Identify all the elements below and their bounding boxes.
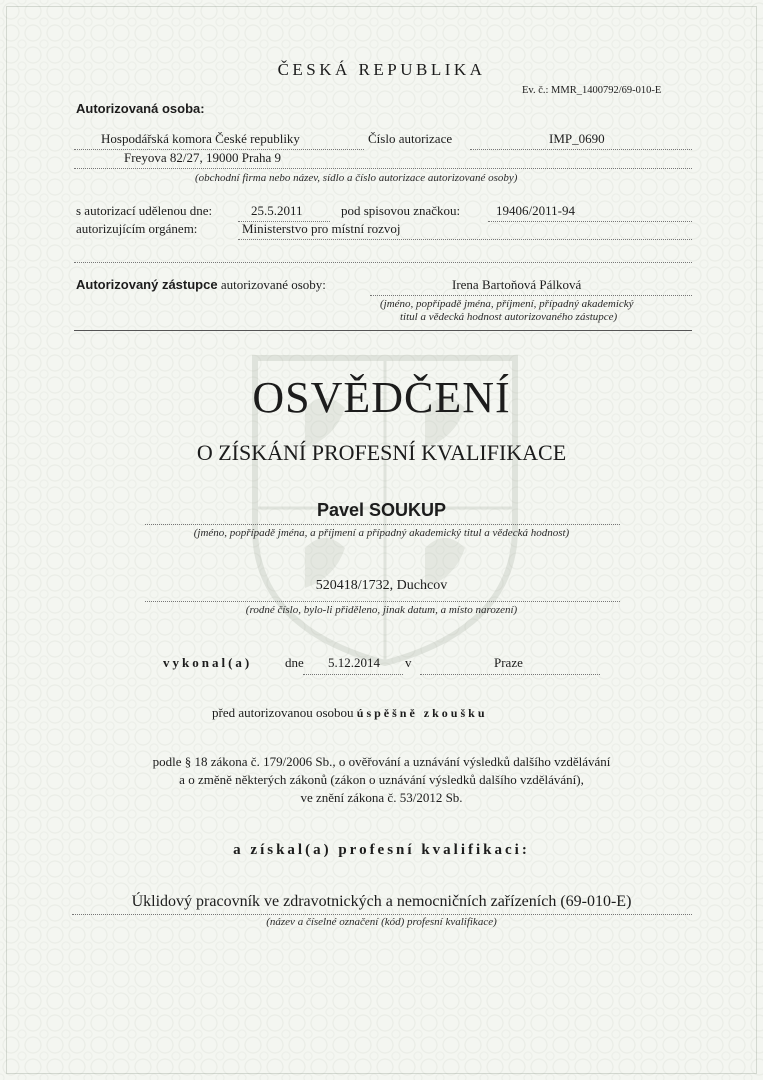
exam-success-text: úspěšně zkoušku: [356, 706, 488, 720]
holder-name-caption: (jméno, popřípadě jména, a příjmení a případný akademický titul a vědecká hodnost): [193, 527, 570, 539]
section-divider: [74, 330, 692, 331]
exam-performed-label: vykonal(a): [163, 655, 253, 670]
authorizing-body-name: Ministerstvo pro místní rozvoj: [242, 221, 401, 236]
authorization-number: IMP_0690: [549, 131, 605, 146]
law-line-2: a o změně některých zákonů (zákon o uznávání výsledků dalšího vzdělávání),: [179, 772, 584, 787]
evidence-number: Ev. č.: MMR_1400792/69-010-E: [522, 85, 662, 96]
dotted-line: [470, 149, 692, 150]
holder-name: Pavel SOUKUP: [316, 500, 447, 520]
authorization-granted-date: 25.5.2011: [251, 203, 303, 218]
exam-place: Praze: [494, 655, 523, 670]
dotted-line: [74, 168, 692, 169]
dotted-line: [238, 239, 692, 240]
file-number: 19406/2011-94: [496, 203, 575, 218]
representative-label: [76, 277, 326, 293]
representative-name: Irena Bartoňová Pálková: [452, 277, 582, 292]
dotted-line: [303, 674, 403, 675]
qualification-caption: (název a číselné označení (kód) profesní kvalifikace): [266, 916, 497, 928]
authorizing-body-label: autorizujícím orgánem:: [76, 221, 198, 236]
authorization-granted-label: s autorizací udělenou dne:: [76, 203, 213, 218]
dotted-line: [370, 295, 692, 296]
exam-date: 5.12.2014: [328, 655, 380, 670]
holder-birth: 520418/1732, Duchcov: [315, 578, 448, 593]
qualification-name: Úklidový pracovník ve zdravotnických a nemocničních zařízeních (69-010-E): [131, 893, 632, 910]
dotted-line: [72, 914, 692, 915]
representative-label-rest: autorizované osoby:: [220, 277, 326, 292]
certificate-subtitle: O ZÍSKÁNÍ PROFESNÍ KVALIFIKACE: [196, 440, 567, 465]
authorization-number-label: Číslo autorizace: [368, 131, 453, 146]
representative-caption-line1: (jméno, popřípadě jména, příjmení, případný akademický: [380, 298, 634, 310]
exam-result-line: [212, 705, 488, 721]
authorized-person-label: Autorizovaná osoba:: [76, 101, 205, 116]
certificate-title: OSVĚDČENÍ: [252, 373, 511, 422]
representative-caption-line2: titul a vědecká hodnost autorizovaného zástupce): [400, 311, 618, 323]
dotted-line: [74, 262, 692, 263]
file-number-label: pod spisovou značkou:: [341, 203, 461, 218]
exam-before-text: před autorizovanou osobou: [212, 705, 354, 720]
dotted-line: [420, 674, 600, 675]
representative-label-bold: Autorizovaný zástupce: [76, 277, 218, 292]
dotted-line: [488, 221, 692, 222]
dotted-line: [145, 601, 620, 602]
law-line-3: ve znění zákona č. 53/2012 Sb.: [300, 790, 463, 805]
country-heading: ČESKÁ REPUBLIKA: [277, 60, 486, 79]
authorized-person-caption: (obchodní firma nebo název, sídlo a číslo autorizace autorizované osoby): [195, 172, 518, 184]
qualification-heading: a získal(a) profesní kvalifikaci:: [233, 842, 530, 858]
authorized-person-address: Freyova 82/27, 19000 Praha 9: [124, 150, 282, 165]
exam-place-label: v: [405, 655, 412, 670]
holder-birth-caption: (rodné číslo, bylo-li přiděleno, jinak datum, a místo narození): [245, 604, 518, 616]
dotted-line: [145, 524, 620, 525]
exam-date-label: dne: [285, 655, 304, 670]
law-line-1: podle § 18 zákona č. 179/2006 Sb., o ověřování a uznávání výsledků dalšího vzdělávání: [152, 754, 611, 769]
authorized-person-name: Hospodářská komora České republiky: [101, 131, 300, 146]
